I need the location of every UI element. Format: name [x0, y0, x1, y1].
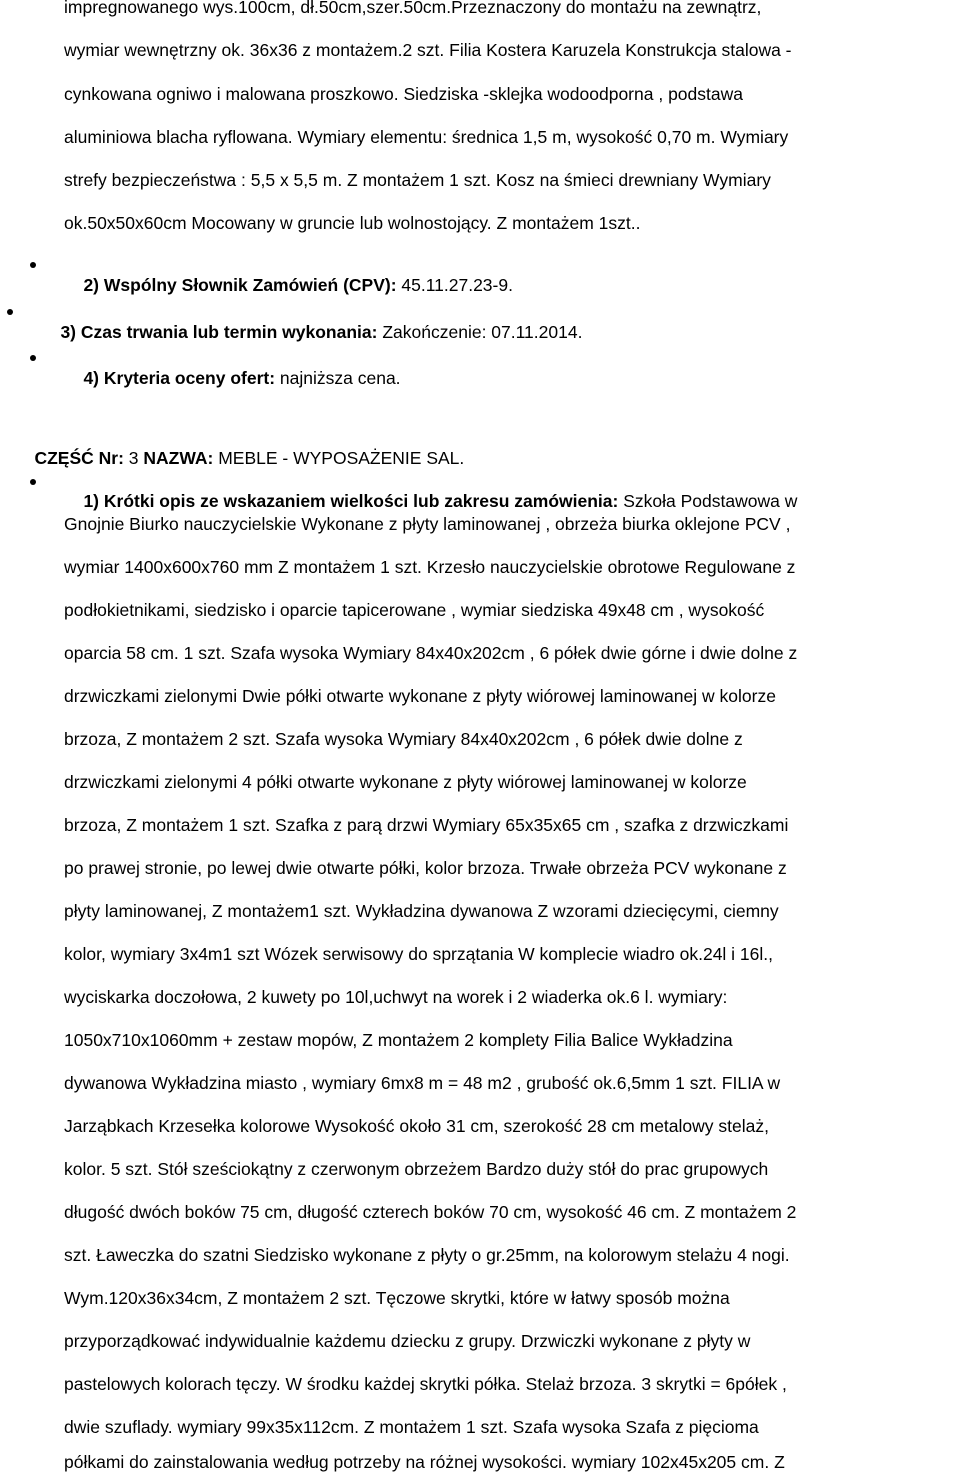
- description-line: długość dwóch boków 75 cm, długość czterech boków 70 cm, wysokość 46 cm. Z montażem 2: [64, 1202, 797, 1222]
- section-name-value: MEBLE - WYPOSAŻENIE SAL.: [213, 448, 465, 468]
- cpv-label: 2) Wspólny Słownik Zamówień (CPV):: [83, 275, 397, 295]
- section-part-number: 3: [123, 448, 144, 468]
- duration-label: 3) Czas trwania lub termin wykonania:: [60, 322, 378, 342]
- description-line: kolor. 5 szt. Stół sześciokątny z czerwonym obrzeżem Bardzo duży stół do prac grupowych: [64, 1159, 769, 1179]
- criteria-label: 4) Kryteria oceny ofert:: [83, 368, 276, 388]
- description-line: dwie szuflady. wymiary 99x35x112cm. Z montażem 1 szt. Szafa wysoka Szafa z pięcioma: [64, 1417, 759, 1437]
- description-line: przyporządkować indywidualnie każdemu dziecku z grupy. Drzwiczki wykonane z płyty w: [64, 1331, 751, 1351]
- duration-value: Zakończenie: 07.11.2014.: [377, 322, 583, 342]
- bullet-icon: [30, 355, 36, 361]
- description-line: dywanowa Wykładzina miasto , wymiary 6mx8 m = 48 m2 , grubość ok.6,5mm 1 szt. FILIA w: [64, 1073, 781, 1093]
- description-line: drzwiczkami zielonymi Dwie półki otwarte wykonane z płyty wiórowej laminowanej w kolorze: [64, 686, 776, 706]
- description-line: płyty laminowanej, Z montażem1 szt. Wykładzina dywanowa Z wzorami dziecięcymi, ciemny: [64, 901, 779, 921]
- description-first-value: Szkoła Podstawowa w: [618, 491, 798, 511]
- criteria-item: [64, 348, 401, 408]
- description-line: wymiar 1400x600x760 mm Z montażem 1 szt. Krzesło nauczycielskie obrotowe Regulowane z: [64, 557, 796, 577]
- description-line: szt. Ławeczka do szatni Siedzisko wykonane z płyty o gr.25mm, na kolorowym stelażu 4 nogi.: [64, 1245, 790, 1265]
- description-line: Jarząbkach Krzesełka kolorowe Wysokość około 31 cm, szerokość 28 cm metalowy stelaż,: [64, 1116, 769, 1136]
- criteria-value: najniższa cena.: [275, 368, 401, 388]
- description-line: Wym.120x36x34cm, Z montażem 2 szt. Tęczowe skrytki, które w łatwy sposób można: [64, 1288, 730, 1308]
- para1-line-2: wymiar wewnętrzny ok. 36x36 z montażem.2 szt. Filia Kostera Karuzela Konstrukcja stalowa -: [64, 40, 792, 60]
- para1-line-6: ok.50x50x60cm Mocowany w gruncie lub wolnostojący. Z montażem 1szt..: [64, 213, 641, 233]
- description-line: 1050x710x1060mm + zestaw mopów, Z montażem 2 komplety Filia Balice Wykładzina: [64, 1030, 733, 1050]
- section-part-label: CZĘŚĆ Nr:: [34, 448, 124, 468]
- description-line: Gnojnie Biurko nauczycielskie Wykonane z płyty laminowanej , obrzeża biurka oklejone PCV ,: [64, 514, 791, 534]
- description-line: brzoza, Z montażem 2 szt. Szafa wysoka Wymiary 84x40x202cm , 6 półek dwie dolne z: [64, 729, 743, 749]
- para1-line-5: strefy bezpieczeństwa : 5,5 x 5,5 m. Z montażem 1 szt. Kosz na śmieci drewniany Wymiary: [64, 170, 771, 190]
- para1-line-1: impregnowanego wys.100cm, dł.50cm,szer.50cm.Przeznaczony do montażu na zewnątrz,: [64, 0, 762, 17]
- description-line: brzoza, Z montażem 1 szt. Szafka z parą drzwi Wymiary 65x35x65 cm , szafka z drzwiczkami: [64, 815, 789, 835]
- description-line: po prawej stronie, po lewej dwie otwarte półki, kolor brzoza. Trwałe obrzeża PCV wykonane z: [64, 858, 787, 878]
- description-line: pastelowych kolorach tęczy. W środku każdej skrytki półka. Stelaż brzoza. 3 skrytki = 6półek ,: [64, 1374, 787, 1394]
- description-line: kolor, wymiary 3x4m1 szt Wózek serwisowy do sprzątania W komplecie wiadro ok.24l i 16l.,: [64, 944, 773, 964]
- cpv-value: 45.11.27.23-9.: [396, 275, 513, 295]
- description-line: drzwiczkami zielonymi 4 półki otwarte wykonane z płyty wiórowej laminowanej w kolorze: [64, 772, 747, 792]
- description-line: półkami do zainstalowania według potrzeby na różnej wysokości. wymiary 102x45x205 cm. Z: [64, 1452, 785, 1472]
- description-label: 1) Krótki opis ze wskazaniem wielkości lub zakresu zamówienia:: [83, 491, 619, 511]
- section-name-label: NAZWA:: [143, 448, 214, 468]
- bullet-icon: [7, 309, 13, 315]
- description-line: oparcia 58 cm. 1 szt. Szafa wysoka Wymiary 84x40x202cm , 6 półek dwie górne i dwie dolne z: [64, 643, 798, 663]
- bullet-icon: [30, 479, 36, 485]
- bullet-icon: [30, 262, 36, 268]
- para1-line-4: aluminiowa blacha ryflowana. Wymiary elementu: średnica 1,5 m, wysokość 0,70 m. Wymiary: [64, 127, 789, 147]
- description-line: wyciskarka doczołowa, 2 kuwety po 10l,uchwyt na worek i 2 wiaderka ok.6 l. wymiary:: [64, 987, 728, 1007]
- para1-line-3: cynkowana ogniwo i malowana proszkowo. Siedziska -sklejka wodoodporna , podstawa: [64, 84, 743, 104]
- description-line: podłokietnikami, siedzisko i oparcie tapicerowane , wymiar siedziska 49x48 cm , wysokość: [64, 600, 765, 620]
